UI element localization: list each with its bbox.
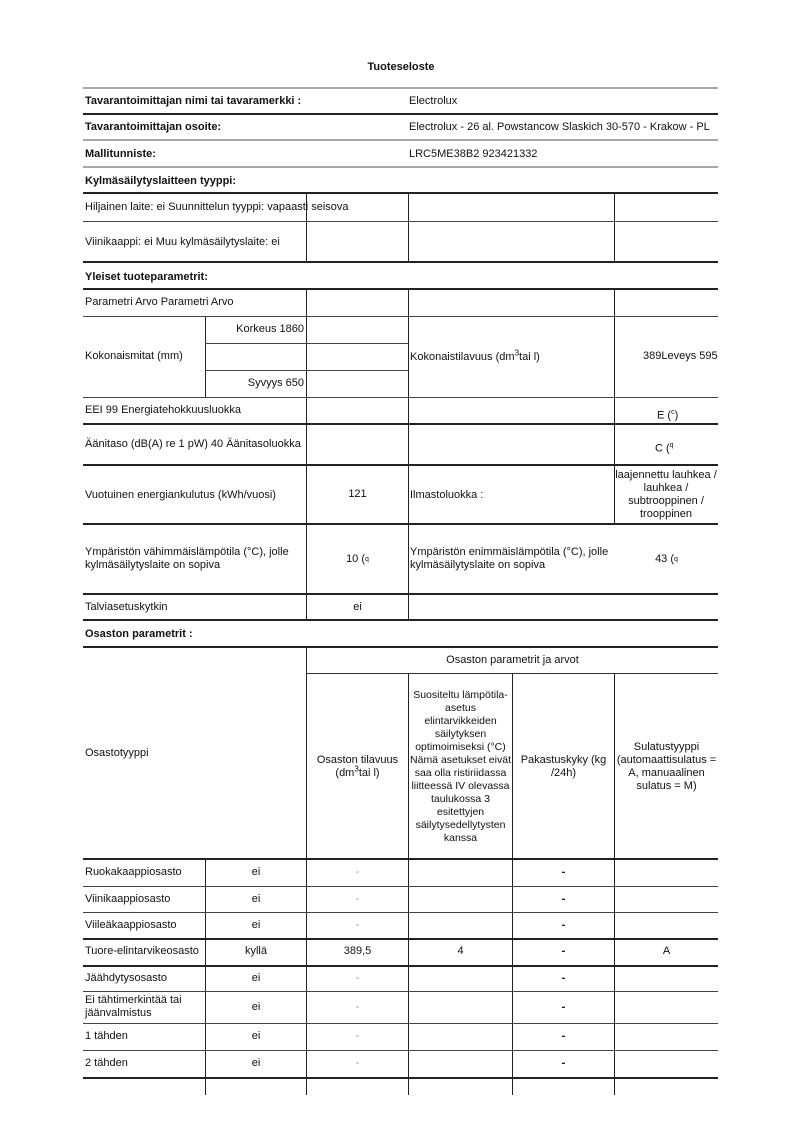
compartment-temp xyxy=(409,991,512,1023)
compartment-defrost xyxy=(615,1023,718,1050)
compartment-temp xyxy=(409,1050,512,1077)
divider xyxy=(83,87,718,89)
compartment-type: Viinikaappiosasto xyxy=(85,892,171,905)
compartment-freezing: - xyxy=(561,866,566,878)
divider xyxy=(83,423,718,425)
compartment-defrost: A xyxy=(662,945,671,957)
min-temp-value: 10 ( q xyxy=(346,553,369,565)
divider xyxy=(83,192,718,194)
compartment-temp xyxy=(409,859,512,886)
model-value: LRC5ME38B2 923421332 xyxy=(409,148,538,160)
max-temp-label: Ympäristön enimmäislämpötila (°C), jolle kylmäsäilytyslaite on sopiva xyxy=(410,546,609,571)
compartments-heading: Osaston parametrit : xyxy=(85,628,193,640)
eei-label: EEI 99 Energiatehokkuusluokka xyxy=(85,404,241,416)
appliance-row-2: Viinikaappi: ei Muu kylmäsäilytyslaite: ei xyxy=(85,236,280,248)
min-temp-label: Ympäristön vähimmäislämpötila (°C), jolle kylmäsäilytyslaite on sopiva xyxy=(85,546,289,571)
height-value: Korkeus 1860 xyxy=(236,323,304,335)
compartment-defrost xyxy=(615,886,718,912)
annual-energy-value: 121 xyxy=(348,488,367,500)
column-divider xyxy=(408,289,409,620)
compartment-present: ei xyxy=(251,1000,261,1013)
compartment-freezing: - xyxy=(561,971,566,984)
divider xyxy=(83,261,718,263)
compartment-volume: - xyxy=(355,1057,360,1069)
compartment-volume: - xyxy=(355,918,360,931)
energy-class: E ($^c$) xyxy=(657,409,679,422)
compartment-type: Ei tähtimerkintää tai jäänvalmistus xyxy=(85,994,182,1019)
compartment-defrost xyxy=(615,912,718,938)
total-volume-value: 389Leveys 595 xyxy=(643,350,718,362)
appliance-type-heading: Kylmäsäilytyslaitteen tyyppi: xyxy=(85,175,237,187)
compartment-present: ei xyxy=(251,971,261,984)
compartment-defrost xyxy=(615,991,718,1023)
freezing-header: Pakastuskyky (kg /24h) xyxy=(520,753,607,779)
column-divider xyxy=(614,193,615,262)
compartment-type: 1 tähden xyxy=(85,1030,128,1042)
page-title: Tuoteseloste xyxy=(367,61,435,73)
compartment-volume: - xyxy=(355,866,360,878)
noise-label: Äänitaso (dB(A) re 1 pW) 40 Äänitasoluokka xyxy=(85,438,301,450)
appliance-row-1: Hiljainen laite: ei Suunnittelun tyyppi: vapaasti seisova xyxy=(85,201,349,213)
compartment-type: Jäähdytysosasto xyxy=(85,971,167,984)
compartment-volume: - xyxy=(355,1030,360,1042)
compartment-defrost xyxy=(615,859,718,886)
compartment-type: 2 tähden xyxy=(85,1057,128,1069)
temp-header: Suositeltu lämpötila-asetus elintarvikkeiden säilytyksen optimoimiseksi (°C) Nämä asetukset eivät saa olla ristiriidassa liitteessä IV olevassa taulukossa 3 esitettyjen säilytysedellytysten kanssa xyxy=(410,688,511,844)
compartment-present: ei xyxy=(251,1030,261,1042)
depth-value: Syvyys 650 xyxy=(247,377,304,389)
compartment-freezing: - xyxy=(561,1057,566,1069)
divider xyxy=(83,288,718,290)
type-header: Osastotyyppi xyxy=(85,747,149,759)
column-divider xyxy=(408,193,409,262)
compartment-volume: 389,5 xyxy=(343,945,372,957)
group-header: Osaston parametrit ja arvot xyxy=(446,653,579,666)
compartment-freezing: - xyxy=(561,918,566,931)
compartment-defrost xyxy=(615,965,718,991)
compartment-type: Tuore-elintarvikeosasto xyxy=(85,945,199,957)
winter-switch-label: Talviasetuskytkin xyxy=(85,601,168,613)
compartment-temp xyxy=(409,1023,512,1050)
divider xyxy=(83,397,718,398)
general-header-row: Parametri Arvo Parametri Arvo xyxy=(85,296,234,308)
compartment-type: Ruokakaappiosasto xyxy=(85,866,182,878)
compartment-present: ei xyxy=(251,866,261,878)
compartment-present: ei xyxy=(251,918,261,931)
compartment-volume: - xyxy=(355,892,360,905)
divider xyxy=(83,619,718,621)
divider xyxy=(205,343,408,344)
compartment-present: ei xyxy=(251,892,261,905)
divider xyxy=(83,139,718,141)
compartment-present: kyllä xyxy=(244,945,267,957)
compartment-volume: - xyxy=(355,1000,360,1013)
climate-value: laajennettu lauhkea / lauhkea / subtrooppinen / trooppinen xyxy=(615,468,717,520)
compartment-type: Viileäkaappiosasto xyxy=(85,918,177,931)
compartment-temp: 4 xyxy=(457,945,464,957)
divider xyxy=(83,1077,718,1079)
defrost-header: Sulatustyyppi (automaattisulatus = A, manuaalinen sulatus = M) xyxy=(616,740,717,792)
model-label: Mallitunniste: xyxy=(85,148,156,160)
supplier-name-label: Tavarantoimittajan nimi tai tavaramerkki : xyxy=(85,95,302,107)
divider xyxy=(83,113,718,115)
compartment-temp xyxy=(409,965,512,991)
annual-energy-label: Vuotuinen energiankulutus (kWh/vuosi) xyxy=(85,489,276,501)
compartment-freezing: - xyxy=(561,1030,566,1042)
climate-label: Ilmastoluokka : xyxy=(410,489,484,501)
compartment-defrost xyxy=(615,1050,718,1077)
supplier-name-value: Electrolux xyxy=(409,95,458,107)
volume-header: Osaston tilavuus ($dm^3tai$ l) xyxy=(316,753,399,779)
compartment-freezing: - xyxy=(561,892,566,905)
supplier-address-label: Tavarantoimittajan osoite: xyxy=(85,121,222,133)
compartment-temp xyxy=(409,886,512,912)
dimensions-label: Kokonaismitat (mm) xyxy=(85,350,183,362)
max-temp-value: 43 ( q xyxy=(655,553,678,565)
compartment-present: ei xyxy=(251,1057,261,1069)
total-volume-label: Kokonaistilavuus ($dm^3tai$ l) xyxy=(410,348,540,363)
compartment-temp xyxy=(409,912,512,938)
supplier-address-value: Electrolux - 26 al. Powstancow Slaskich 30-570 - Krakow - PL xyxy=(409,121,710,133)
divider xyxy=(83,221,718,222)
noise-class: C ($^q$ xyxy=(655,442,674,455)
winter-switch-value: ei xyxy=(353,601,362,613)
divider xyxy=(83,316,718,317)
compartment-freezing: - xyxy=(561,945,566,957)
compartment-volume: - xyxy=(355,971,360,984)
divider xyxy=(83,166,718,168)
compartment-freezing: - xyxy=(561,1000,566,1013)
general-heading: Yleiset tuoteparametrit: xyxy=(85,271,208,283)
